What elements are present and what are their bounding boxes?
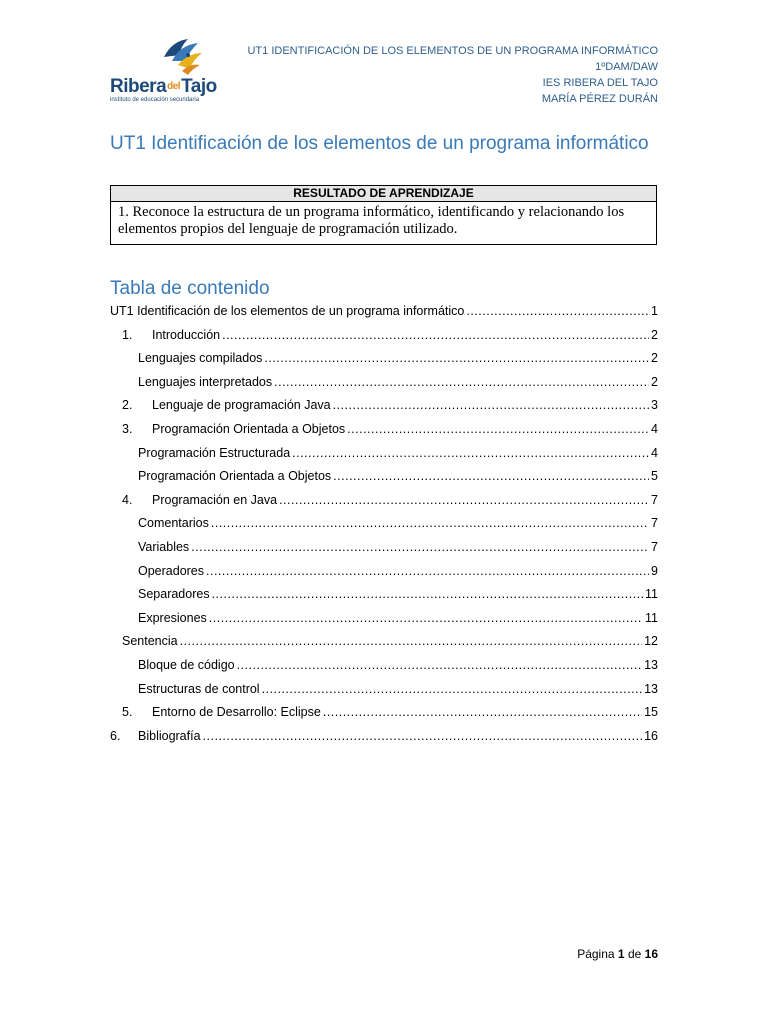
header-course-title: UT1 IDENTIFICACIÓN DE LOS ELEMENTOS DE UN PROGRAMA INFORMÁTICO	[247, 45, 658, 57]
toc-entry[interactable]	[122, 630, 658, 652]
toc-entry[interactable]	[138, 607, 658, 629]
toc-entry-number: 2.	[122, 398, 133, 413]
toc-entry-page: 13	[644, 681, 658, 696]
footer-page-word: Página	[577, 947, 615, 961]
toc-entry-page: 7	[651, 540, 658, 554]
toc-dot-leader	[209, 607, 643, 629]
toc-dot-leader	[206, 560, 649, 582]
header-author: MARÍA PÉREZ DURÁN	[541, 93, 658, 105]
toc-entry[interactable]	[138, 678, 658, 700]
toc-entry[interactable]	[122, 701, 658, 723]
logo-wordmark: RiberadelTajo	[110, 76, 217, 97]
toc-entry-label: Separadores	[138, 587, 210, 602]
header-school: IES RIBERA DEL TAJO	[542, 77, 658, 89]
toc-entry[interactable]	[122, 324, 658, 346]
toc-entry-page: 12	[644, 634, 658, 649]
toc-entry-label: Programación en Java	[152, 492, 278, 507]
footer-of-word: de	[627, 947, 642, 961]
toc-dot-leader	[203, 725, 643, 747]
toc-dot-leader	[180, 630, 642, 652]
toc-dot-leader	[333, 465, 649, 487]
toc-entry-page: 13	[644, 658, 658, 672]
page-footer	[577, 947, 658, 961]
toc-dot-leader	[347, 418, 649, 440]
toc-entry[interactable]	[138, 583, 658, 605]
toc-dot-leader	[292, 442, 649, 464]
toc-entry-page: 7	[651, 492, 658, 507]
toc-dot-leader	[466, 300, 649, 322]
document-title: UT1 Identificación de los elementos de un programa informático	[110, 133, 649, 154]
toc-dot-leader	[333, 394, 649, 416]
toc-entry[interactable]	[138, 512, 658, 534]
toc-entry-number: 4.	[122, 492, 133, 507]
toc-entry-label: Comentarios	[138, 516, 209, 531]
toc-dot-leader	[212, 583, 643, 605]
page-header	[247, 43, 658, 107]
footer-current-page: 1	[617, 947, 625, 961]
toc-entry-label: Programación Orientada a Objetos	[138, 469, 332, 484]
toc-entry-label: Estructuras de control	[138, 681, 260, 696]
toc-entry-page: 15	[644, 705, 658, 720]
toc-dot-leader	[264, 347, 649, 369]
toc-entry-label: Expresiones	[138, 610, 207, 625]
toc-entry-number: 3.	[122, 422, 133, 436]
toc-entry-label: Programación Estructurada	[138, 445, 291, 460]
toc-entry-label: UT1 Identificación de los elementos de un programa informático	[110, 304, 465, 318]
toc-entry-page: 7	[651, 516, 658, 531]
toc-dot-leader	[323, 701, 642, 723]
toc-entry-page: 2	[651, 351, 658, 366]
toc-entry-label: Programación Orientada a Objetos	[152, 422, 346, 436]
toc-entry-label: Bloque de código	[138, 658, 235, 672]
toc-dot-leader	[279, 489, 649, 511]
toc-entry-page: 5	[651, 469, 658, 484]
toc-entry-label: Operadores	[138, 563, 205, 578]
toc-entry-label: Introducción	[152, 327, 221, 342]
toc-entry-page: 2	[651, 374, 658, 389]
learning-outcome-text: 1. Reconoce la estructura de un programa informático, identificando y relacionando los elementos propios del lenguaje de programación utilizado.	[118, 204, 625, 237]
toc-entry[interactable]	[138, 371, 658, 393]
toc-entry-page: 11	[645, 587, 658, 602]
toc-entry-number: 5.	[122, 705, 133, 720]
toc-entry-label: Bibliografía	[138, 728, 201, 743]
school-logo	[110, 33, 220, 105]
toc-entry[interactable]	[110, 300, 658, 322]
learning-outcome-heading: RESULTADO DE APRENDIZAJE	[111, 186, 656, 202]
toc-entry[interactable]	[138, 442, 658, 464]
toc-entry[interactable]	[110, 725, 658, 747]
learning-outcome-box	[110, 185, 657, 245]
toc-entry[interactable]	[122, 394, 658, 416]
toc-entry-label: Sentencia	[122, 634, 178, 649]
toc-dot-leader	[191, 536, 649, 558]
toc-dot-leader	[237, 654, 642, 676]
toc-dot-leader	[274, 371, 649, 393]
toc-entry-page: 9	[651, 563, 658, 578]
toc-entry[interactable]	[122, 418, 658, 440]
toc-entry-page: 4	[651, 445, 658, 460]
toc-entry-page: 3	[651, 398, 658, 413]
toc-entry-number: 1.	[122, 327, 133, 342]
toc-entry-label: Lenguajes compilados	[138, 351, 263, 366]
toc-entry[interactable]	[138, 347, 658, 369]
toc-heading: Tabla de contenido	[110, 278, 270, 299]
logo-subtitle: instituto de educación secundaria	[110, 97, 200, 103]
toc-entry[interactable]	[138, 465, 658, 487]
bird-logo-icon	[158, 35, 206, 77]
toc-entry-label: Entorno de Desarrollo: Eclipse	[152, 705, 321, 720]
toc-entry[interactable]	[138, 536, 658, 558]
toc-dot-leader	[222, 324, 649, 346]
toc-entry-label: Lenguajes interpretados	[138, 374, 273, 389]
toc-dot-leader	[262, 678, 643, 700]
toc-entry[interactable]	[138, 560, 658, 582]
toc-entry-label: Variables	[138, 540, 190, 554]
toc-dot-leader	[211, 512, 649, 534]
toc-entry-page: 1	[651, 304, 658, 318]
toc-entry[interactable]	[122, 489, 658, 511]
toc-entry-page: 2	[651, 327, 658, 342]
footer-total-pages: 16	[644, 947, 658, 961]
header-group: 1ºDAM/DAW	[595, 61, 658, 73]
toc-entry-number: 6.	[110, 728, 121, 743]
toc-entry-label: Lenguaje de programación Java	[152, 398, 331, 413]
toc-entry[interactable]	[138, 654, 658, 676]
toc-entry-page: 11	[645, 610, 658, 625]
toc-entry-page: 4	[651, 422, 658, 436]
toc-entry-page: 16	[644, 728, 658, 743]
